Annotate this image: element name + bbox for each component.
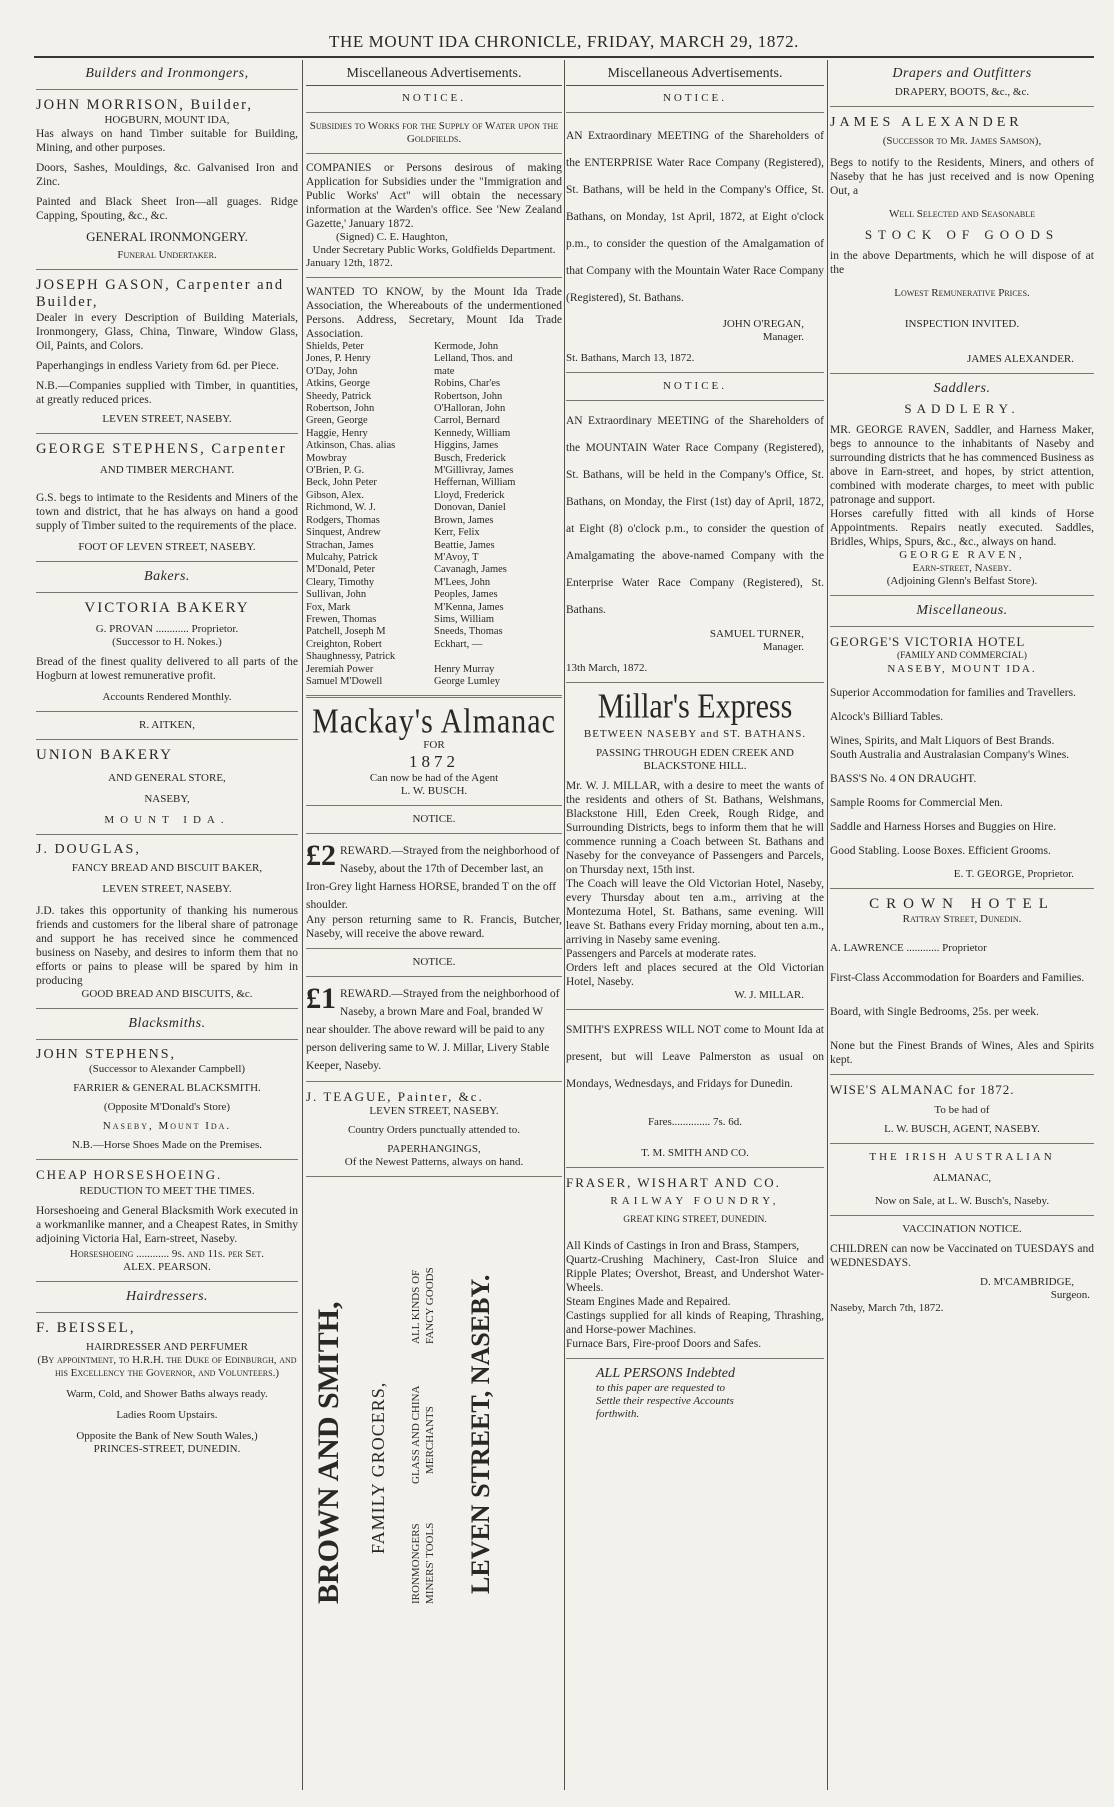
ad-beissel: [36, 1320, 298, 1456]
notice-title: ALL PERSONS Indebted: [596, 1366, 735, 1381]
ad-body: GOOD BREAD AND BISCUITS, &c.: [81, 988, 253, 1000]
person-name: Fox, Mark: [306, 601, 351, 613]
person-name: Kennedy, William: [434, 427, 511, 439]
ad-subtitle: DRAPERY, BOOTS, &c., &c.: [894, 86, 1030, 98]
ad-subtitle: AND GENERAL STORE,: [108, 772, 226, 784]
ad-address: GREAT KING STREET, DUNEDIN.: [623, 1215, 767, 1225]
notice-heading: NOTICE.: [662, 92, 728, 104]
ad-body: Paperhangings in endless Variety from 6d. per Piece.: [36, 360, 279, 372]
ad-price: Horseshoeing ............ 9s. and 11s. per Set.: [69, 1248, 265, 1260]
person-name: Lelland, Thos. and: [434, 353, 513, 365]
person-name: Strachan, James: [306, 539, 374, 551]
section-heading: Blacksmiths.: [128, 1016, 206, 1031]
person-name: Atkins, George: [306, 378, 370, 390]
person-name: Eckhart, —: [434, 638, 483, 650]
person-name: Jones, P. Henry: [306, 353, 371, 365]
ad-body: Has always on hand Timber suitable for Building, Mining, and other purposes.: [36, 128, 298, 154]
ad-address: (Adjoining Glenn's Belfast Store).: [886, 575, 1038, 587]
ad-title: THE IRISH AUSTRALIAN: [869, 1151, 1055, 1163]
divider: [306, 695, 562, 698]
ad-subtitle: GENERAL IRONMONGERY.: [86, 229, 248, 244]
person-name: Green, George: [306, 415, 368, 427]
person-name: Beck, John Peter: [306, 477, 377, 489]
person-name: Henry Murray: [434, 663, 495, 675]
ad-title: GEORGE STEPHENS, Carpenter: [36, 441, 287, 457]
ad-irish-almanac: [830, 1151, 1094, 1208]
ad-title: F. BEISSEL,: [36, 1320, 136, 1336]
ad-subtitle: (Successor to Mr. James Samson),: [882, 135, 1042, 147]
millar-body: Passengers and Parcels at moderate rates.: [566, 948, 757, 960]
millar-body: Mr. W. J. MILLAR, with a desire to meet the wants of the residents and others of St. Bathans, Welshmans, Blackstone Hill, Eden Creek, Rough Ridge, and Surrounding Districts, begs to inform them that he will commence running a Coach between St. Bathans and Naseby for the conveyance of Passengers and Parcels, on Thursday next, 15th inst.: [566, 780, 824, 876]
ad-body: L. W. BUSCH, AGENT, NASEBY.: [884, 1123, 1040, 1135]
person-name: M'Avoy, T: [434, 551, 479, 563]
notice-signature: Under Secretary Public Works, Goldfields Department.: [312, 244, 556, 256]
ad-body: Superior Accommodation for families and Travellers.: [830, 687, 1076, 699]
person-name: Sullivan, John: [306, 589, 367, 601]
ad-title: VACCINATION NOTICE.: [902, 1223, 1022, 1235]
ad-body: Painted and Black Sheet Iron—all guages. Ridge Capping, Spouting, &c., &c.: [36, 196, 298, 222]
person-name: Atkinson, Chas. alias: [306, 440, 396, 452]
millar-title: Millar's Express: [597, 687, 793, 726]
reward-amount: £2: [306, 839, 336, 873]
divider: [36, 592, 298, 593]
ad-john-stephens: [36, 1047, 298, 1152]
person-name: Robertson, John: [434, 390, 503, 402]
person-name: Frewen, Thomas: [306, 613, 377, 625]
ad-morrison: [36, 97, 298, 262]
ad-subtitle: REDUCTION TO MEET THE TIMES.: [79, 1185, 255, 1197]
divider: [36, 1159, 298, 1160]
person-name: Mulcahy, Patrick: [306, 551, 378, 563]
brown-smith-ad: [306, 1184, 562, 1614]
reward-2: [306, 841, 562, 941]
ad-subtitle: STOCK OF GOODS: [864, 227, 1060, 242]
divider: [830, 106, 1094, 107]
ad-fraser: [566, 1175, 824, 1351]
divider: [306, 833, 562, 834]
mackay-agent: L. W. BUSCH.: [400, 785, 468, 798]
ad-union-bakery: [36, 747, 298, 827]
person-name: Richmond, W. J.: [306, 502, 376, 514]
masthead: THE MOUNT IDA CHRONICLE, FRIDAY, MARCH 29, 1872.: [328, 32, 800, 51]
ad-address: NASEBY,: [144, 793, 190, 805]
divider: [566, 372, 824, 373]
person-name: Peoples, James: [434, 589, 498, 601]
ad-body: Doors, Sashes, Mouldings, &c. Galvanised Iron and Zinc.: [36, 162, 298, 188]
ad-subtitle: Lowest Remunerative Prices.: [894, 287, 1030, 299]
divider: [306, 948, 562, 949]
ad-title: J. DOUGLAS,: [36, 842, 141, 857]
person-name: Sheedy, Patrick: [306, 390, 372, 402]
notice-body: COMPANIES or Persons desirous of making Application for Subsidies under the "Immigration and Public Works' Act" will obtain the necessary information at the Warden's office. See 'New Zealand Gazette,' January 1872.: [306, 162, 562, 230]
ad-body: CHILDREN can now be Vaccinated on TUESDAYS and WEDNESDAYS.: [830, 1243, 1094, 1269]
person-name: M'Gillivray, James: [434, 465, 514, 477]
ad-subtitle: FANCY BREAD AND BISCUIT BAKER,: [71, 862, 263, 874]
vertical-title: BROWN AND SMITH,: [312, 1301, 345, 1605]
ad-title: GEORGE'S VICTORIA HOTEL: [830, 634, 1026, 649]
ad-gason: [36, 277, 298, 426]
person-name: Sims, William: [434, 613, 495, 625]
ad-signature: JAMES ALEXANDER.: [967, 353, 1074, 365]
vertical-address: LEVEN STREET, NASEBY.: [466, 1275, 495, 1595]
divider: [36, 1281, 298, 1282]
ad-address: LEVEN STREET, NASEBY.: [102, 413, 232, 425]
ad-address: NASEBY, MOUNT IDA.: [887, 663, 1037, 675]
divider: [306, 1081, 562, 1082]
column-header: Miscellaneous Advertisements.: [566, 62, 824, 86]
mackay-for: FOR: [423, 739, 445, 752]
divider: [36, 739, 298, 740]
ad-body: J.D. takes this opportunity of thanking his numerous friends and customers for the liberal share of patronage and support he has received since he commenced business on Naseby, and desires to inform them that no efforts or pains to please will be spared by him in producing: [36, 905, 298, 987]
ad-teague: [306, 1089, 562, 1169]
enterprise-notice: AN Extraordinary MEETING of the Shareholders of the ENTERPRISE Water Race Company (Registered), St. Bathans, will be held in the Company's Office, St. Bathans, on Monday, 1st April, 1872, at Eight o'clock p.m., to consider the question of the Amalgamation of that Company with the Mountain Water Race Company (Registered), St. Bathans.: [566, 130, 824, 304]
notice-heading: NOTICE.: [401, 92, 467, 104]
divider: [306, 805, 562, 806]
mackay-title: Mackay's Almanac: [312, 702, 556, 741]
divider: [306, 112, 562, 113]
ad-address: MOUNT IDA.: [104, 814, 230, 826]
divider: [306, 1176, 562, 1177]
ad-title: JOHN MORRISON, Builder,: [36, 97, 254, 113]
notice-signature: Manager.: [762, 331, 804, 343]
section-heading: Saddlers.: [933, 381, 991, 396]
column-4: [830, 62, 1094, 1792]
ad-victoria-bakery: [36, 600, 298, 704]
ad-title: JOSEPH GASON, Carpenter and Builder,: [36, 277, 285, 310]
ad-proprietor: ALEX. PEARSON.: [123, 1261, 211, 1273]
ad-title: JOHN STEPHENS,: [36, 1047, 177, 1062]
ad-subtitle: INSPECTION INVITED.: [904, 318, 1020, 330]
vertical-note: MINERS' TOOLS: [424, 1523, 436, 1605]
ad-vaccination: [830, 1223, 1094, 1315]
person-name: Donovan, Daniel: [434, 502, 506, 514]
person-name: Rodgers, Thomas: [306, 514, 380, 526]
reward-body: REWARD.—Strayed from the neighborhood of Naseby, about the 17th of December last, an Iron-Grey light Harness HORSE, branded T on the off shoulder.: [306, 845, 560, 912]
person-name: Cavanagh, James: [434, 564, 507, 576]
divider: [36, 1008, 298, 1009]
smith-notice: SMITH'S EXPRESS WILL NOT come to Mount Ida at present, but will Leave Palmerston as usual on Mondays, Wednesdays, and Fridays for Dunedin.: [566, 1024, 824, 1090]
divider: [306, 976, 562, 977]
notice-signature: JOHN O'REGAN,: [722, 318, 804, 330]
divider: [566, 112, 824, 113]
ad-body: Alcock's Billiard Tables.: [830, 711, 944, 723]
ad-subtitle: (Successor to Alexander Campbell): [88, 1063, 246, 1075]
person-name: Sneeds, Thomas: [434, 626, 503, 638]
divider: [830, 373, 1094, 374]
person-name: Gibson, Alex.: [306, 489, 365, 501]
divider: [566, 1167, 824, 1168]
ad-subtitle: Well Selected and Seasonable: [889, 208, 1035, 220]
ad-signature: D. M'CAMBRIDGE,: [980, 1276, 1074, 1288]
ad-subtitle: (Successor to H. Nokes.): [112, 636, 222, 648]
ad-body: Quartz-Crushing Machinery, Cast-Iron Sluice and Ripple Plates; Overshot, Breast, and Undershot Water-Wheels.: [566, 1254, 824, 1294]
column-divider: [564, 60, 565, 1790]
divider: [566, 1009, 824, 1010]
notice-date: St. Bathans, March 13, 1872.: [566, 352, 695, 364]
divider: [306, 153, 562, 154]
divider: [306, 277, 562, 278]
person-name: mate: [434, 365, 455, 377]
column-divider: [302, 60, 303, 1790]
all-persons-notice: [566, 1366, 824, 1421]
notice-subtitle: Subsidies to Works for the Supply of Water upon the Goldfields.: [309, 120, 559, 145]
divider: [36, 1039, 298, 1040]
ad-address: Naseby, Mount Ida.: [102, 1120, 232, 1132]
ad-body: To be had of: [934, 1104, 990, 1116]
vertical-subtitle: FAMILY GROCERS,: [368, 1382, 388, 1555]
ad-address: LEVEN STREET, NASEBY.: [102, 883, 232, 895]
section-heading: Builders and Ironmongers,: [85, 66, 249, 81]
reward-1: [306, 984, 562, 1074]
notice-heading: NOTICE.: [412, 813, 456, 826]
ad-body: N.B.—Companies supplied with Timber, in quantities, at greatly reduced prices.: [36, 380, 298, 406]
mackay-note: Can now be had of the Agent: [369, 772, 499, 785]
person-name: Kermode, John: [434, 341, 499, 352]
person-name: Robertson, John: [306, 403, 375, 415]
ad-signature: Surgeon.: [1050, 1289, 1090, 1301]
ad-address: PRINCES-STREET, DUNEDIN.: [93, 1443, 241, 1455]
ad-george-stephens: [36, 441, 298, 554]
smith-signature: T. M. SMITH AND CO.: [641, 1147, 749, 1159]
section-heading: Hairdressers.: [125, 1289, 209, 1304]
ad-body: in the above Departments, which he will dispose of at the: [830, 250, 1094, 276]
ad-body: Castings supplied for all kinds of Reaping, Thrashing, and Horse-power Machines.: [566, 1310, 824, 1336]
ad-subtitle: ALMANAC,: [932, 1172, 992, 1184]
person-name: Brown, James: [434, 514, 494, 526]
person-name: Carrol, Bernard: [434, 415, 500, 427]
notice-body: forthwith.: [596, 1408, 640, 1420]
ad-body: Horses carefully fitted with all kinds of Horse Appointments. Repairs neatly executed. Saddles, Bridles, Whips, Spurs, &c., &c., always on hand.: [830, 508, 1094, 548]
ad-signature: GEORGE RAVEN,: [899, 549, 1025, 561]
notice-signature: SAMUEL TURNER,: [709, 628, 804, 640]
ad-address: HOGBURN, MOUNT IDA,: [104, 114, 230, 126]
person-name: Busch, Frederick: [434, 452, 506, 464]
millar-signature: W. J. MILLAR.: [734, 989, 804, 1001]
person-name: Mowbray: [306, 452, 347, 464]
ad-title: WISE'S ALMANAC for 1872.: [830, 1082, 1015, 1097]
ad-body: Ladies Room Upstairs.: [116, 1409, 218, 1421]
ad-george-hotel: [830, 634, 1094, 881]
ad-title: CHEAP HORSESHOEING.: [36, 1167, 223, 1182]
ad-body: N.B.—Horse Shoes Made on the Premises.: [71, 1139, 263, 1151]
ad-body: Now on Sale, at L. W. Busch's, Naseby.: [874, 1195, 1050, 1207]
section-heading: Miscellaneous.: [916, 603, 1008, 618]
divider: [830, 888, 1094, 889]
person-name: M'Donald, Peter: [306, 564, 375, 576]
person-name: Kerr, Felix: [434, 527, 480, 539]
ad-subtitle: AND TIMBER MERCHANT.: [99, 464, 235, 476]
divider: [36, 89, 298, 90]
notice-date: 13th March, 1872.: [566, 662, 648, 674]
ad-address: FOOT OF LEVEN STREET, NASEBY.: [78, 541, 256, 553]
notice-signature: Manager.: [762, 641, 804, 653]
person-name: O'Brien, P. G.: [306, 465, 365, 477]
ad-title: UNION BAKERY: [36, 747, 173, 763]
ad-body: Furnace Bars, Fire-proof Doors and Safes.: [566, 1338, 762, 1350]
column-2: [306, 62, 562, 1792]
column-1: [36, 62, 298, 1792]
names-list: [306, 341, 562, 688]
ad-body: Warm, Cold, and Shower Baths always ready.: [66, 1388, 268, 1400]
notice-date: January 12th, 1872.: [306, 257, 393, 269]
notice-body: to this paper are requested to: [596, 1382, 726, 1394]
person-name: O'Halloran, John: [434, 403, 506, 415]
person-name: Cleary, Timothy: [306, 576, 375, 588]
person-name: Higgins, James: [434, 440, 499, 452]
wanted-body: WANTED TO KNOW, by the Mount Ida Trade Association, the Whereabouts of the undermentioned Persons. Address, Secretary, Mount Ida Trade Association.: [306, 286, 562, 340]
ad-address: Opposite the Bank of New South Wales,): [76, 1430, 258, 1442]
divider: [830, 1074, 1094, 1075]
ad-subtitle: RAILWAY FOUNDRY,: [610, 1195, 780, 1207]
person-name: George Lumley: [434, 675, 500, 687]
ad-proprietor: R. AITKEN,: [139, 719, 195, 731]
person-name: M'Lees, John: [434, 576, 491, 588]
divider: [566, 400, 824, 401]
reward-amount: £1: [306, 982, 336, 1016]
person-name: Creighton, Robert: [306, 638, 382, 650]
person-name: Robins, Char'es: [434, 378, 501, 390]
ad-title: VICTORIA BAKERY: [84, 600, 250, 616]
ad-body: Wines, Spirits, and Malt Liquors of Best Brands.: [830, 735, 1055, 747]
ad-body: Board, with Single Bedrooms, 25s. per week.: [830, 1006, 1039, 1018]
ad-address: Rattray Street, Dunedin.: [902, 913, 1022, 925]
ad-date: Naseby, March 7th, 1872.: [830, 1302, 944, 1314]
ad-address: Earn-street, Naseby.: [912, 562, 1012, 574]
section-heading: Bakers.: [144, 569, 190, 584]
ad-body: Bread of the finest quality delivered to all parts of the Hogburn at lowest remunerative profit.: [36, 656, 298, 682]
ad-wise-almanac: [830, 1082, 1094, 1136]
names-list-right: [434, 341, 562, 688]
ad-crown-hotel: [830, 896, 1094, 1067]
column-divider: [827, 60, 828, 1790]
divider: [830, 1143, 1094, 1144]
ad-title: JAMES ALEXANDER: [830, 115, 1023, 130]
ad-body: G.S. begs to intimate to the Residents and Miners of the town and district, that he has always on hand a good supply of Timber suited to the requirements of the place.: [36, 492, 298, 532]
ad-body: (By appointment, to H.R.H. the Duke of Edinburgh, and his Excellency the Governor, and Volunteers.): [37, 1354, 297, 1379]
ad-douglas: [36, 842, 298, 1001]
person-name: Haggie, Henry: [306, 427, 368, 439]
ad-body: All Kinds of Castings in Iron and Brass, Stampers,: [566, 1240, 800, 1252]
divider: [830, 595, 1094, 596]
ad-body: Good Stabling. Loose Boxes. Efficient Grooms.: [830, 845, 1051, 857]
vertical-note: MERCHANTS: [424, 1406, 436, 1475]
person-name: Lloyd, Frederick: [434, 489, 505, 501]
divider: [830, 1215, 1094, 1216]
masthead-rule: [34, 56, 1094, 58]
ad-body: Begs to notify to the Residents, Miners, and others of Naseby that he has just received and is now Opening Out, a: [830, 157, 1094, 197]
ad-body: South Australia and Australasian Company's Wines.: [830, 749, 1070, 761]
person-name: Samuel M'Dowell: [306, 675, 383, 687]
divider: [36, 433, 298, 434]
ad-body: First-Class Accommodation for Boarders and Families.: [830, 972, 1085, 984]
ad-proprietor: A. LAWRENCE ............ Proprietor: [830, 942, 987, 954]
reward-body: REWARD.—Strayed from the neighborhood of Naseby, a brown Mare and Foal, branded W near shoulder. The above reward will be paid to any person delivering same to W. J. Millar, Livery Stable Keeper, Naseby.: [306, 988, 560, 1073]
ad-body: Accounts Rendered Monthly.: [102, 691, 232, 703]
divider: [566, 682, 824, 683]
mackay-year: 1872: [409, 752, 459, 772]
person-name: Sinquest, Andrew: [306, 527, 381, 539]
vertical-note: IRONMONGERS: [410, 1523, 422, 1605]
column-header: Miscellaneous Advertisements.: [306, 62, 562, 86]
reward-body: Any person returning same to R. Francis, Butcher, Naseby, will receive the above reward.: [306, 914, 562, 941]
person-name: Heffernan, William: [434, 477, 516, 489]
person-name: Jeremiah Power: [306, 663, 374, 675]
ad-body: Saddle and Harness Horses and Buggies on Hire.: [830, 821, 1057, 833]
ad-signature: E. T. GEORGE, Proprietor.: [953, 868, 1074, 880]
divider: [36, 561, 298, 562]
divider: [36, 269, 298, 270]
ad-body: BASS'S No. 4 ON DRAUGHT.: [830, 773, 977, 785]
divider: [830, 626, 1094, 627]
ad-alexander: [830, 115, 1094, 366]
ad-body: Country Orders punctually attended to.: [348, 1124, 520, 1137]
ad-subtitle: (FAMILY AND COMMERCIAL): [897, 651, 1027, 661]
mountain-notice: AN Extraordinary MEETING of the Shareholders of the MOUNTAIN Water Race Company (Registered), St. Bathans, will be held in the Company's Office, St. Bathans, on Monday, the First (1st) day of April, 1872, at Eight (8) o'clock p.m., to consider the question of Amalgamating the above-named Company with the Enterprise Water Race Company (Registered), St. Bathans.: [566, 415, 824, 616]
names-list-left: [306, 341, 434, 688]
ad-body: Sample Rooms for Commercial Men.: [830, 797, 1003, 809]
ad-title: CROWN HOTEL: [869, 896, 1055, 912]
person-name: [434, 651, 562, 663]
smith-fares: Fares.............. 7s. 6d.: [647, 1116, 743, 1128]
ad-proprietor: G. PROVAN ............ Proprietor.: [95, 623, 239, 635]
vertical-note: FANCY GOODS: [424, 1267, 436, 1345]
notice-signature: (Signed) C. E. Haughton,: [336, 231, 448, 243]
millar-route: BETWEEN NASEBY and ST. BATHANS.: [583, 728, 807, 740]
person-name: Patchell, Joseph M: [306, 626, 386, 638]
ad-subtitle: FARRIER & GENERAL BLACKSMITH.: [73, 1082, 261, 1094]
section-heading: Drapers and Outfitters: [892, 66, 1032, 81]
ad-body: Dealer in every Description of Building Materials, Ironmongery, Glass, China, Tinware, Window Glass, Oil, Paints, and Colors.: [36, 312, 298, 352]
divider: [36, 711, 298, 712]
ad-title: FRASER, WISHART AND CO.: [566, 1175, 781, 1190]
ad-subtitle: PAPERHANGINGS,: [387, 1143, 481, 1156]
ad-title: SADDLERY.: [904, 401, 1020, 416]
person-name: Beattie, James: [434, 539, 495, 551]
vertical-note: ALL KINDS OF: [410, 1270, 422, 1345]
person-name: Shields, Peter: [306, 341, 364, 352]
millar-body: The Coach will leave the Old Victorian Hotel, Naseby, every Thursday about ten a.m., arriving at the Montezuma Hotel, St. Bathans, same evening. Will leave St. Bathans every Friday morning, about ten a.m., arriving in Naseby same evening.: [566, 878, 824, 946]
millar-route: PASSING THROUGH EDEN CREEK AND BLACKSTONE HILL.: [595, 747, 795, 772]
ad-address: (Opposite M'Donald's Store): [103, 1101, 231, 1113]
notice-body: Settle their respective Accounts: [596, 1395, 734, 1407]
person-name: O'Day, John: [306, 365, 358, 377]
ad-cheap-horseshoeing: [36, 1167, 298, 1274]
ad-body: Horseshoeing and General Blacksmith Work executed in a workmanlike manner, and a Cheapest Rates, in Smithy adjoining Victoria Hal, Earn-street, Naseby.: [36, 1205, 298, 1245]
notice-heading: NOTICE.: [662, 380, 728, 392]
ad-address: LEVEN STREET, NASEBY.: [369, 1105, 499, 1118]
person-name: Shaughnessy, Patrick: [306, 651, 396, 663]
millar-body: Orders left and places secured at the Old Victorian Hotel, Naseby.: [566, 962, 824, 988]
ad-body: MR. GEORGE RAVEN, Saddler, and Harness Maker, begs to announce to the inhabitants of Naseby and surrounding districts that he has commenced Business as above in Earn-street, and hopes, by strict attention, combined with moderate charges, to meet with public patronage and support.: [830, 424, 1094, 506]
divider: [36, 834, 298, 835]
column-3: [566, 62, 824, 1792]
divider: [36, 1312, 298, 1313]
vertical-note: GLASS AND CHINA: [410, 1385, 422, 1485]
person-name: M'Kenna, James: [434, 601, 504, 613]
ad-title: J. TEAGUE, Painter, &c.: [306, 1089, 484, 1105]
divider: [566, 1358, 824, 1359]
ad-body: Steam Engines Made and Repaired.: [566, 1296, 731, 1308]
ad-body: None but the Finest Brands of Wines, Ales and Spirits kept.: [830, 1040, 1094, 1066]
ad-subtitle: HAIRDRESSER AND PERFUMER: [86, 1341, 248, 1353]
notice-heading: NOTICE.: [412, 956, 456, 969]
ad-subtitle: Funeral Undertaker.: [117, 249, 217, 261]
ad-body: Of the Newest Patterns, always on hand.: [344, 1156, 524, 1169]
